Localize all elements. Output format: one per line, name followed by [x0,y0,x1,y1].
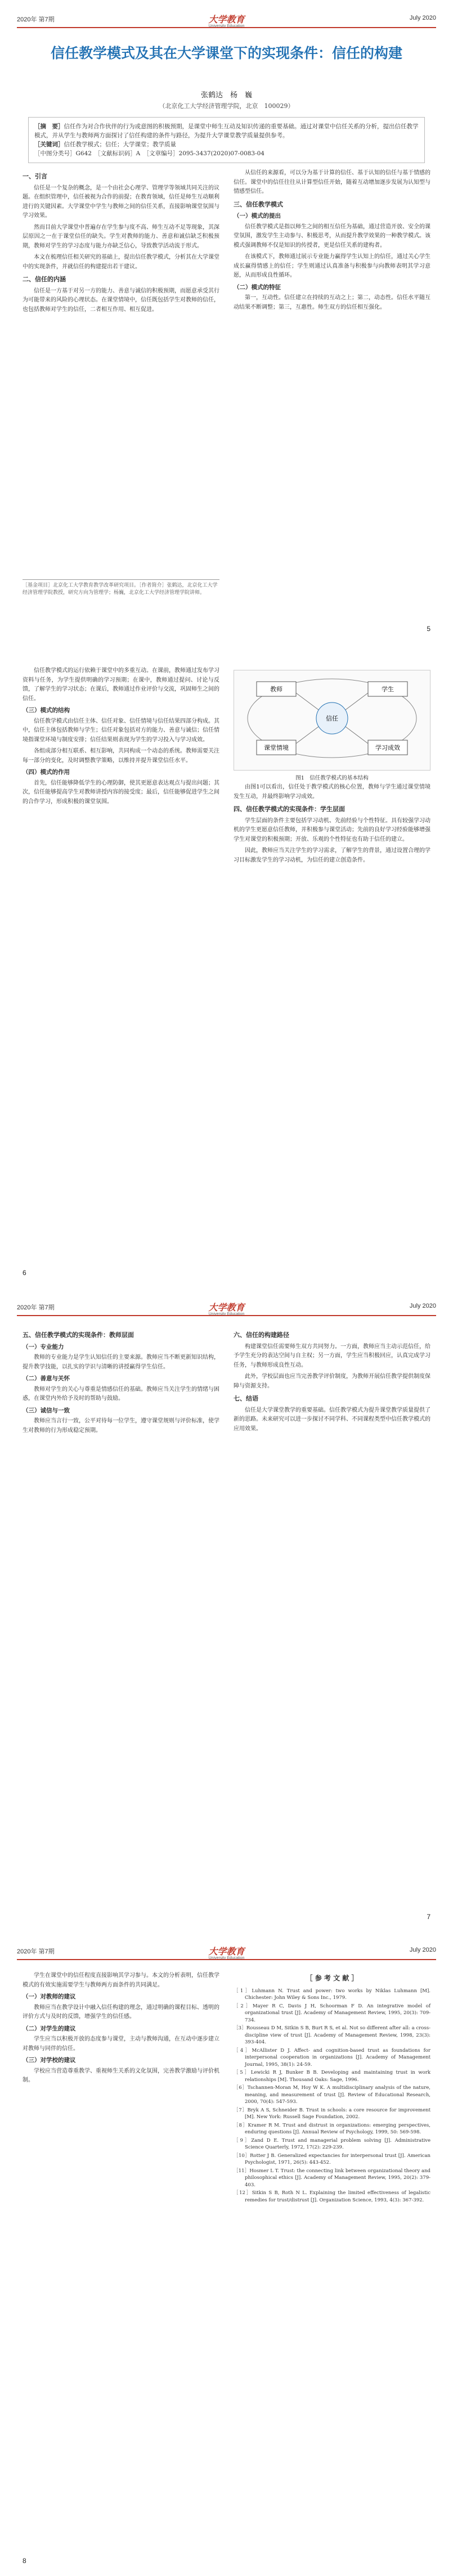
paragraph: 教师应当在教学设计中融入信任构建的理念，通过明确的课程目标、透明的评价方式与及时的反馈，增强学生的信任感。 [23,2004,219,2020]
diagram-node-center [316,702,348,734]
paragraph: 由图1可以看出，信任处于教学模式的核心位置，教师与学生通过课堂情境发生互动，并最终影响学习成效。 [234,784,430,800]
right-column [234,666,430,867]
page-header: 2020年 第7期 大学教育 University Education July 2020 [17,1300,436,1316]
paragraph: 学生在课堂中的信任程度直接影响其学习参与。本文的分析表明，信任教学模式的有效实施需要学生与教师两方面条件的共同满足。 [23,1972,219,1988]
reference-item: ［2］Mayer R C, Davis J H, Schoorman F D. An integrative model of organizational trust [J]. Academy of Management Review, 1995, 20(3): 709-734. [234,2003,430,2023]
figure-caption: 图1 信任教学模式的基本结构 [295,774,369,781]
subsection-heading: （二）模式的特征 [234,283,281,291]
issue-date: July 2020 [409,15,436,21]
paragraph: 学生层面的条件主要包括学习动机、先前经验与个性特征。具有较强学习动机的学生更愿意信任教师，并积极参与课堂活动；先前的良好学习经验能够增强学生对课堂的积极预期；开放、乐观的个性特征也有助于信任的建立。 [234,817,430,843]
subsection-heading: （一）专业能力 [23,1343,64,1350]
reference-item: ［7］Bryk A S, Schneider B. Trust in schools: a core resource for improvement [M]. New York: Russell Sage Foundation, 2002. [234,2107,430,2120]
references-heading: ［ 参 考 文 献 ］ [306,1974,358,1982]
reference-item: ［9］Zand D E. Trust and managerial problem solving [J]. Administrative Science Quarterly, 1972, 17(2): 229-239. [234,2137,430,2150]
paragraph: 教师应当言行一致，公平对待每一位学生，遵守课堂规则与评价标准，使学生对教师的行为形成稳定预期。 [23,1418,219,1434]
paragraph: 本文在梳理信任相关研究的基础上，提出信任教学模式，分析其在大学课堂中的实现条件，并就信任的构建提出若干建议。 [23,254,219,270]
paragraph: 信任是一方基于对另一方的能力、善意与诚信的积极预期，而愿意承受其行为可能带来的风险的心理状态。在课堂情境中，信任既包括学生对教师的信任，也包括教师对学生的信任，二者相互作用、相互促进。 [23,287,219,313]
subsection-heading: （三）诚信与一致 [23,1407,70,1414]
diagram-node-student [368,682,407,696]
svg-text:教师: 教师 [270,686,282,693]
reference-item: ［12］Sitkin S B, Roth N L. Explaining the limited effectiveness of legalistic remedies for trust/distrust [J]. Organization Science, 1993, 4(3): 367-392. [234,2190,430,2203]
issue-label: 2020年 第7期 [17,16,55,23]
section-heading: 三、信任教学模式 [234,201,283,208]
section-heading: 七、结语 [234,1395,258,1402]
section-heading: 六、信任的构建路径 [234,1332,289,1339]
authors: 张鹤达 杨 巍 [200,91,252,100]
reference-item: ［10］Rotter J B. Generalized expectancies for interpersonal trust [J]. American Psychologist, 1971, 26(5): 443-452. [234,2152,430,2165]
references [234,1971,430,2205]
reference-item: ［1］Luhmann N. Trust and power: two works by Niklas Luhmann [M]. Chichester: John Wiley & Sons Inc., 1979. [234,1988,430,2001]
diagram-node-context [257,740,296,755]
page-3 [0,1288,453,1932]
svg-text:课堂情境: 课堂情境 [264,744,289,751]
paragraph: 信任教学模式的运行依赖于课堂中的多重互动。在课前，教师通过发布学习资料与任务，为学生提供明确的学习预期；在课中，教师通过提问、讨论与反馈，了解学生的学习状态；在课后，教师通过作业评价与交流，巩固师生之间的信任。 [23,668,219,702]
paragraph: 信任教学模式由信任主体、信任对象、信任情境与信任结果四部分构成。其中，信任主体包括教师与学生；信任对象包括对方的能力、善意与诚信；信任情境指课堂环境与制度安排；信任结果则表现为学生的学习投入与学习成效。 [23,718,219,743]
svg-text:学习成效: 学习成效 [375,744,400,751]
abstract-box: ［摘 要］信任作为对合作伙伴的行为或意图的积极预期，是课堂中师生互动及知识传递的重要基础。通过对课堂中信任关系的分析，提出信任教学模式，并从学生与教师两方面探讨了信任构建的条件与路径，为提升大学课堂教学质量提供参考。 ［关键词］信任教学模式；信任；大学课堂；教学质量 ［中图分类号］G642 ［文献标识码］A ［文章编号］2095-3437(2020)07-0083-04 [28,117,425,163]
page-number: 6 [23,1269,26,1277]
paragraph: 然而目前大学课堂中普遍存在学生参与度不高、师生互动不足等现象，其深层原因之一在于课堂信任的缺失。学生对教师的能力、善意和诚信缺乏积极预期，教师对学生的学习态度与能力亦缺乏信心，导致教学活动流于形式。 [23,224,219,249]
left-column [23,666,219,809]
paragraph: 首先，信任能够降低学生的心理防御，使其更愿意表达观点与提出问题；其次，信任能够提高学生对教师讲授内容的接受度；最后，信任能够促进学生之间的合作学习，形成积极的课堂氛围。 [23,780,219,805]
paragraph: 因此，教师应当关注学生的学习需求，了解学生的背景，通过设置合理的学习目标激发学生的学习动机，为信任的建立创造条件。 [234,848,430,863]
affiliation: （北京化工大学经济管理学院，北京 100029） [159,102,294,110]
paragraph: 此外，学校层面也应当完善教学评价制度，为教师开展信任教学提供制度保障与资源支持。 [234,1373,430,1389]
page-number: 8 [23,2557,26,2565]
abstract-text: 信任作为对合作伙伴的行为或意图的积极预期，是课堂中师生互动及知识传递的重要基础。通过对课堂中信任关系的分析，提出信任教学模式，并从学生与教师两方面探讨了信任构建的条件与路径，为提升大学课堂教学质量提供参考。 [34,123,419,139]
footnote: ［基金项目］北京化工大学教育教学改革研究项目。［作者简介］张鹤达，北京化工大学经济管理学院教授，研究方向为管理学；杨巍，北京化工大学经济管理学院讲师。 [23,579,219,597]
paragraph: 各组成部分相互联系、相互影响，共同构成一个动态的系统。教师需要关注每一部分的变化，及时调整教学策略，以维持并提升课堂信任水平。 [23,748,219,764]
classification: ［中图分类号］G642 ［文献标识码］A ［文章编号］2095-3437(2020)07-0083-04 [34,150,264,157]
subsection-heading: （四）模式的作用 [23,769,70,776]
paragraph: 信任是大学课堂教学的重要基础。信任教学模式为提升课堂教学质量提供了新的思路。未来研究可以进一步探讨不同学科、不同课程类型中信任教学模式的应用效果。 [234,1407,430,1432]
left-column [23,169,219,317]
page-header: 2020年 第7期 大学教育 University Education July 2020 [17,1944,436,1960]
paragraph: 信任是一个复杂的概念，是一个由社会心理学、管理学等领域共同关注的议题。在组织管理中，信任被视为合作的前提；在教育领域，信任是师生互动顺利进行的关键因素。大学课堂中学生与教师之间的信任关系，直接影响课堂氛围与学习效果。 [23,184,219,219]
paragraph: 教师对学生的关心与尊重是情感信任的基础。教师应当关注学生的情绪与困惑，在课堂内外给予及时的帮助与鼓励。 [23,1386,219,1402]
paragraph: 构建课堂信任需要师生双方共同努力。一方面，教师应当主动示范信任，给予学生充分的表达空间与自主权；另一方面，学生应当积极回应，认真完成学习任务，与教师形成良性互动。 [234,1343,430,1368]
paragraph: 第一，互动性。信任建立在持续的互动之上；第二，动态性。信任水平随互动结果不断调整；第三，互惠性。师生双方的信任相互强化。 [234,295,430,310]
page-4 [0,1932,453,2576]
section-heading: 一、引言 [23,173,47,180]
right-column-text [234,783,430,865]
paragraph: 从信任的来源看，可以分为基于计算的信任、基于认知的信任与基于情感的信任。课堂中的信任往往从计算型信任开始，随着互动增加逐步发展为认知型与情感型信任。 [234,170,430,195]
section-heading: 五、信任教学模式的实现条件：教师层面 [23,1332,134,1339]
paragraph: 信任教学模式是指以师生之间的相互信任为基础，通过营造开放、安全的课堂氛围，激发学生主动参与、积极思考，从而提升教学效果的一种教学模式。该模式强调教师不仅是知识的传授者，更是信任关系的建构者。 [234,223,430,249]
reference-item: ［6］Tschannen-Moran M, Hoy W K. A multidisciplinary analysis of the nature, meaning, and measurement of trust [J]. Review of Educational Research, 2000, 70(4): 547-593. [234,2085,430,2105]
reference-item: ［3］Rousseau D M, Sitkin S B, Burt R S, et al. Not so different after all: a cross-discipline view of trust [J]. Academy of Management Review, 1998, 23(3): 393-404. [234,2025,430,2045]
right-column [234,169,430,314]
subsection-heading: （三）模式的结构 [23,707,70,714]
paragraph: 教师的专业能力是学生认知信任的主要来源。教师应当不断更新知识结构，提升教学技能，以扎实的学识与清晰的讲授赢得学生信任。 [23,1354,219,1370]
subsection-heading: （一）模式的提出 [234,213,281,219]
trust-model-diagram [234,670,430,766]
subsection-heading: （三）对学校的建议 [23,2057,76,2064]
reference-list [234,1988,430,2204]
section-heading: 四、信任教学模式的实现条件：学生层面 [234,806,345,813]
page-header [17,12,436,28]
page-1 [0,0,453,644]
diagram-node-teacher [257,682,296,696]
reference-item: ［5］Lewicki R J, Bunker B B. Developing and maintaining trust in work relationships [M]. Thousand Oaks: Sage, 1996. [234,2070,430,2083]
page-number: 5 [427,625,430,633]
subsection-heading: （二）对学生的建议 [23,2025,76,2032]
page-2 [0,644,453,1288]
reference-item: ［11］Hosmer L T. Trust: the connecting link between organizational theory and philosophical ethics [J]. Academy of Management Review, 1995, 20(2): 379-403. [234,2168,430,2188]
paragraph: 在该模式下，教师通过展示专业能力赢得学生认知上的信任，通过关心学生成长赢得情感上的信任；学生则通过认真准备与积极参与向教师表明其学习意愿，从而形成良性循环。 [234,254,430,278]
figure-1 [234,670,430,771]
reference-item: ［8］Kramer R M. Trust and distrust in organizations: emerging perspectives, enduring questions [J]. Annual Review of Psychology, 1999, 50: 569-598. [234,2122,430,2135]
right-column [234,1327,430,1436]
section-heading: 二、信任的内涵 [23,276,66,283]
paragraph: 学生应当以积极开放的态度参与课堂，主动与教师沟通，在互动中逐步建立对教师与同伴的信任。 [23,2036,219,2052]
paragraph: 学校应当营造尊重教学、重视师生关系的文化氛围，完善教学激励与评价机制。 [23,2068,219,2083]
subsection-heading: （二）善意与关怀 [23,1375,70,1382]
reference-item: ［4］McAllister D J. Affect- and cognition-based trust as foundations for interpersonal cooperation in organizations [J]. Academy of Management Journal, 1995, 38(1): 24-59. [234,2047,430,2068]
page-number: 7 [427,1913,430,1921]
svg-text:信任: 信任 [326,715,338,722]
svg-text:学生: 学生 [382,686,394,693]
left-column [23,1327,219,1438]
diagram-node-outcome [368,740,407,755]
journal-logo: 大学教育 University Education [208,15,245,28]
article-title: 信任教学模式及其在大学课堂下的实现条件：信任的构建 [50,46,402,61]
left-column [23,1971,219,2088]
subsection-heading: （一）对教师的建议 [23,1993,76,2000]
keywords: 信任教学模式；信任；大学课堂；教学质量 [64,141,176,148]
